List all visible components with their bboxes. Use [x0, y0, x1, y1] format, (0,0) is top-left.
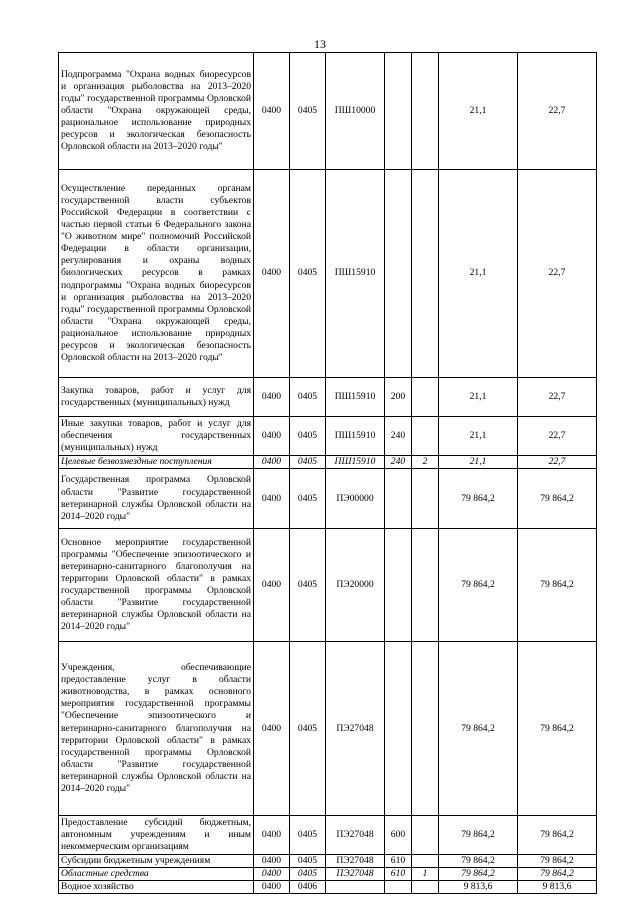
row-name: Учреждения, обеспечивающие предоставление услуг в области животноводства, в рамках основного мероприятия государственной программы "Обеспечение эпизоотического и ветеринарно-санитарного благополучия на территории Орловской области" в рамках государственной программы Орловской области "Развитие государственной ветеринарной службы Орловской области на 2014–2020 годы" — [59, 642, 254, 816]
row-section: 0400 — [254, 469, 290, 529]
table-row — [59, 868, 597, 881]
row-section: 0400 — [254, 378, 290, 417]
row-expense-type: 200 — [385, 378, 412, 417]
row-expense-type — [385, 881, 412, 894]
row-source-code — [412, 642, 439, 816]
row-target-code: ПЭ27048 — [326, 642, 385, 816]
row-amount-year-1: 79 864,2 — [439, 529, 518, 642]
row-name: Закупка товаров, работ и услуг для государственных (муниципальных) нужд — [59, 378, 254, 417]
row-amount-year-1: 9 813,6 — [439, 881, 518, 894]
row-target-code: ПШ15910 — [326, 417, 385, 456]
row-expense-type — [385, 529, 412, 642]
row-source-code — [412, 529, 439, 642]
row-section: 0400 — [254, 868, 290, 881]
row-amount-year-1: 79 864,2 — [439, 642, 518, 816]
row-amount-year-2: 79 864,2 — [518, 816, 597, 855]
row-expense-type: 610 — [385, 868, 412, 881]
row-amount-year-2: 79 864,2 — [518, 855, 597, 868]
row-section: 0400 — [254, 53, 290, 170]
table-row — [59, 529, 597, 642]
row-amount-year-1: 79 864,2 — [439, 469, 518, 529]
row-section: 0400 — [254, 642, 290, 816]
row-amount-year-2: 79 864,2 — [518, 529, 597, 642]
row-expense-type — [385, 170, 412, 378]
row-target-code: ПШ15910 — [326, 456, 385, 469]
row-amount-year-2: 22,7 — [518, 170, 597, 378]
row-section: 0400 — [254, 456, 290, 469]
row-amount-year-1: 21,1 — [439, 378, 518, 417]
table-row — [59, 642, 597, 816]
row-amount-year-2: 22,7 — [518, 456, 597, 469]
budget-table — [58, 52, 597, 894]
row-name: Предоставление субсидий бюджетным, автономным учреждениям и иным некоммерческим организациям — [59, 816, 254, 855]
row-name: Осуществление переданных органам государственной власти субъектов Российской Федерации в соответствии с частью первой статьи 6 Федерального закона "О животном мире" полномочий Российской Федерации в области организации, регулирования и охраны водных биологических ресурсов в рамках подпрограммы "Охрана водных биоресурсов и организация рыболовства на 2013–2020 годы" государственной программы Орловской области "Охрана окружающей среды, рациональное использование природных ресурсов и экологическая безопасность Орловской области на 2013–2020 годы" — [59, 170, 254, 378]
row-section: 0400 — [254, 529, 290, 642]
row-target-code: ПШ15910 — [326, 378, 385, 417]
row-amount-year-1: 21,1 — [439, 456, 518, 469]
row-amount-year-1: 79 864,2 — [439, 816, 518, 855]
row-amount-year-1: 21,1 — [439, 53, 518, 170]
row-name: Государственная программа Орловской области "Развитие государственной ветеринарной службы Орловской области на 2014–2020 годы" — [59, 469, 254, 529]
row-section: 0400 — [254, 170, 290, 378]
row-name: Водное хозяйство — [59, 881, 254, 894]
row-subsection: 0405 — [290, 816, 326, 855]
table-row — [59, 469, 597, 529]
table-row — [59, 170, 597, 378]
row-source-code — [412, 417, 439, 456]
row-source-code — [412, 881, 439, 894]
row-amount-year-1: 79 864,2 — [439, 868, 518, 881]
table-row — [59, 881, 597, 894]
row-subsection: 0405 — [290, 642, 326, 816]
row-target-code: ПЭ27048 — [326, 868, 385, 881]
row-amount-year-1: 21,1 — [439, 417, 518, 456]
row-subsection: 0405 — [290, 469, 326, 529]
table-row — [59, 456, 597, 469]
row-expense-type: 600 — [385, 816, 412, 855]
row-name: Основное мероприятие государственной программы "Обеспечение эпизоотического и ветеринарно-санитарного благополучия на территории Орловской области" в рамках государственной программы Орловской области "Развитие государственной ветеринарной службы Орловской области на 2014–2020 годы" — [59, 529, 254, 642]
row-subsection: 0405 — [290, 53, 326, 170]
row-subsection: 0405 — [290, 529, 326, 642]
table-row — [59, 417, 597, 456]
row-source-code — [412, 53, 439, 170]
row-target-code — [326, 881, 385, 894]
row-source-code — [412, 855, 439, 868]
row-source-code — [412, 170, 439, 378]
row-section: 0400 — [254, 417, 290, 456]
row-section: 0400 — [254, 816, 290, 855]
row-subsection: 0405 — [290, 868, 326, 881]
row-name: Субсидии бюджетным учреждениям — [59, 855, 254, 868]
row-target-code: ПЭ00000 — [326, 469, 385, 529]
row-name: Подпрограмма "Охрана водных биоресурсов и организация рыболовства на 2013–2020 годы" государственной программы Орловской области "Охрана окружающей среды, рациональное использование природных ресурсов и экологическая безопасность Орловской области на 2013–2020 годы" — [59, 53, 254, 170]
row-source-code — [412, 378, 439, 417]
row-subsection: 0405 — [290, 170, 326, 378]
row-expense-type: 610 — [385, 855, 412, 868]
row-section: 0400 — [254, 855, 290, 868]
row-target-code: ПШ15910 — [326, 170, 385, 378]
row-target-code: ПЭ27048 — [326, 855, 385, 868]
row-amount-year-2: 22,7 — [518, 378, 597, 417]
row-amount-year-2: 79 864,2 — [518, 868, 597, 881]
table-row — [59, 53, 597, 170]
row-amount-year-2: 22,7 — [518, 417, 597, 456]
row-section: 0400 — [254, 881, 290, 894]
row-amount-year-2: 22,7 — [518, 53, 597, 170]
row-subsection: 0405 — [290, 417, 326, 456]
row-amount-year-1: 21,1 — [439, 170, 518, 378]
row-target-code: ПЭ20000 — [326, 529, 385, 642]
row-source-code: 1 — [412, 868, 439, 881]
row-subsection: 0405 — [290, 855, 326, 868]
row-amount-year-1: 79 864,2 — [439, 855, 518, 868]
table-row — [59, 816, 597, 855]
row-name: Областные средства — [59, 868, 254, 881]
row-name: Целевые безвозмездные поступления — [59, 456, 254, 469]
table-row — [59, 378, 597, 417]
row-expense-type: 240 — [385, 456, 412, 469]
row-amount-year-2: 9 813,6 — [518, 881, 597, 894]
row-source-code: 2 — [412, 456, 439, 469]
row-name: Иные закупки товаров, работ и услуг для обеспечения государственных (муниципальных) нужд — [59, 417, 254, 456]
row-expense-type — [385, 469, 412, 529]
row-subsection: 0405 — [290, 456, 326, 469]
row-source-code — [412, 816, 439, 855]
row-expense-type — [385, 53, 412, 170]
row-expense-type: 240 — [385, 417, 412, 456]
row-expense-type — [385, 642, 412, 816]
row-source-code — [412, 469, 439, 529]
row-subsection: 0406 — [290, 881, 326, 894]
page-number: 13 — [314, 37, 326, 51]
row-target-code: ПШ10000 — [326, 53, 385, 170]
row-amount-year-2: 79 864,2 — [518, 469, 597, 529]
table-row — [59, 855, 597, 868]
row-target-code: ПЭ27048 — [326, 816, 385, 855]
row-subsection: 0405 — [290, 378, 326, 417]
row-amount-year-2: 79 864,2 — [518, 642, 597, 816]
